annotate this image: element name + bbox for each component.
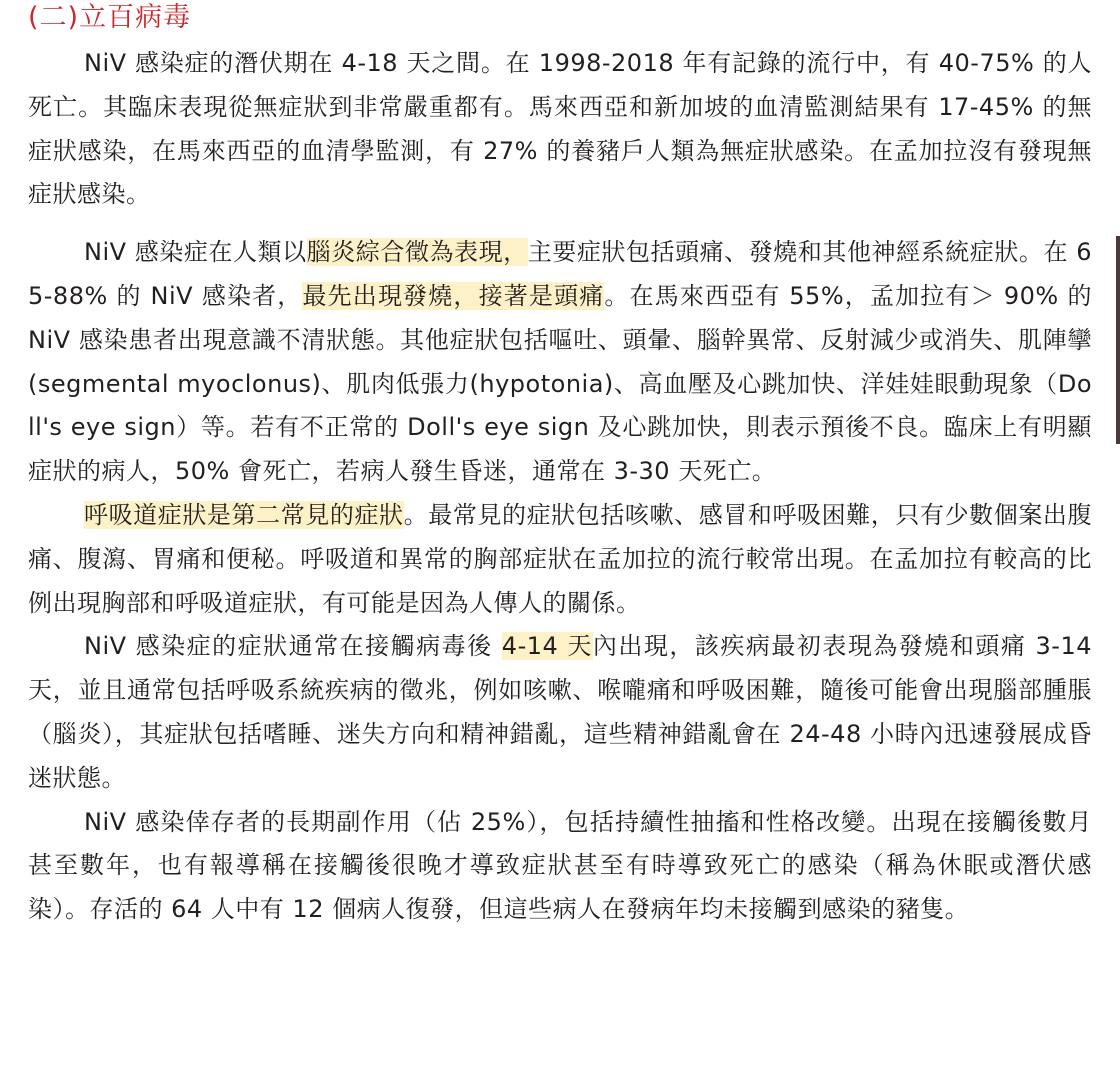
paragraph-long-term (28, 801, 1092, 932)
text-segment: NiV 感染症的潛伏期在 4-18 天之間。在 1998-2018 年有記錄的流行中，有 40-75% 的人死亡。其臨床表現從無症狀到非常嚴重都有。馬來西亞和新加坡的血清監測結果有 17-45% 的無症狀感染，在馬來西亞的血清學監測，有 27% 的養豬戶人類為無症狀感染。在孟加拉沒有發現無症狀感染。 (28, 49, 1092, 209)
text-segment: 內出現，該疾病最初表現為發燒和頭痛 3-14 天，並且通常包括呼吸系統疾病的徵兆，例如咳嗽、喉嚨痛和呼吸困難，隨後可能會出現腦部腫脹（腦炎），其症狀包括嗜睡、迷失方向和精神錯亂，這些精神錯亂會在 24-48 小時內迅速發展成昏迷狀態。 (28, 632, 1092, 792)
highlighted-text: 4-14 天 (501, 632, 593, 661)
text-segment: NiV 感染症在人類以 (84, 238, 307, 267)
section-heading: (二)立百病毒 (28, 2, 192, 33)
text-segment: NiV 感染症的症狀通常在接觸病毒後 (84, 632, 502, 661)
highlighted-text: 最先出現發燒，接著是頭痛 (302, 281, 605, 310)
highlighted-text: 呼吸道症狀是第二常見的症狀 (84, 500, 404, 529)
document-page (28, 0, 1092, 932)
paragraph-onset (28, 625, 1092, 800)
paragraph-respiratory (28, 494, 1092, 625)
highlighted-text: 腦炎綜合徵為表現， (306, 238, 528, 267)
paragraph-incubation (28, 42, 1092, 217)
scroll-indicator[interactable] (1116, 236, 1120, 444)
text-segment: 。最常見的症狀包括咳嗽、感冒和呼吸困難，只有少數個案出腹痛、腹瀉、胃痛和便秘。呼吸道和異常的胸部症狀在孟加拉的流行較常出現。在孟加拉有較高的比例出現胸部和呼吸道症狀，有可能是因為人傳人的關係。 (28, 500, 1093, 617)
text-segment: 。在馬來西亞有 55%，孟加拉有＞ 90% 的 NiV 感染患者出現意識不清狀態。其他症狀包括嘔吐、頭暈、腦幹異常、反射減少或消失、肌陣攣(segmental myoclonus)、肌肉低張力(hypotonia)、高血壓及心跳加快、洋娃娃眼動現象（Doll's eye sign）等。若有不正常的 Doll's eye sign 及心跳加快，則表示預後不良。臨床上有明顯症狀的病人，50% 會死亡，若病人發生昏迷，通常在 3-30 天死亡。 (28, 281, 1093, 486)
text-segment: 主要症狀包括頭痛、發燒和其他神經系統症狀。在 65-88% 的 NiV 感染者， (28, 238, 1092, 310)
paragraph-encephalitis (28, 231, 1092, 494)
text-segment: NiV 感染倖存者的長期副作用（佔 25%），包括持續性抽搐和性格改變。出現在接觸後數月甚至數年，也有報導稱在接觸後很晚才導致症狀甚至有時導致死亡的感染（稱為休眠或潛伏感染）。存活的 64 人中有 12 個病人復發，但這些病人在發病年均未接觸到感染的豬隻。 (28, 807, 1092, 924)
